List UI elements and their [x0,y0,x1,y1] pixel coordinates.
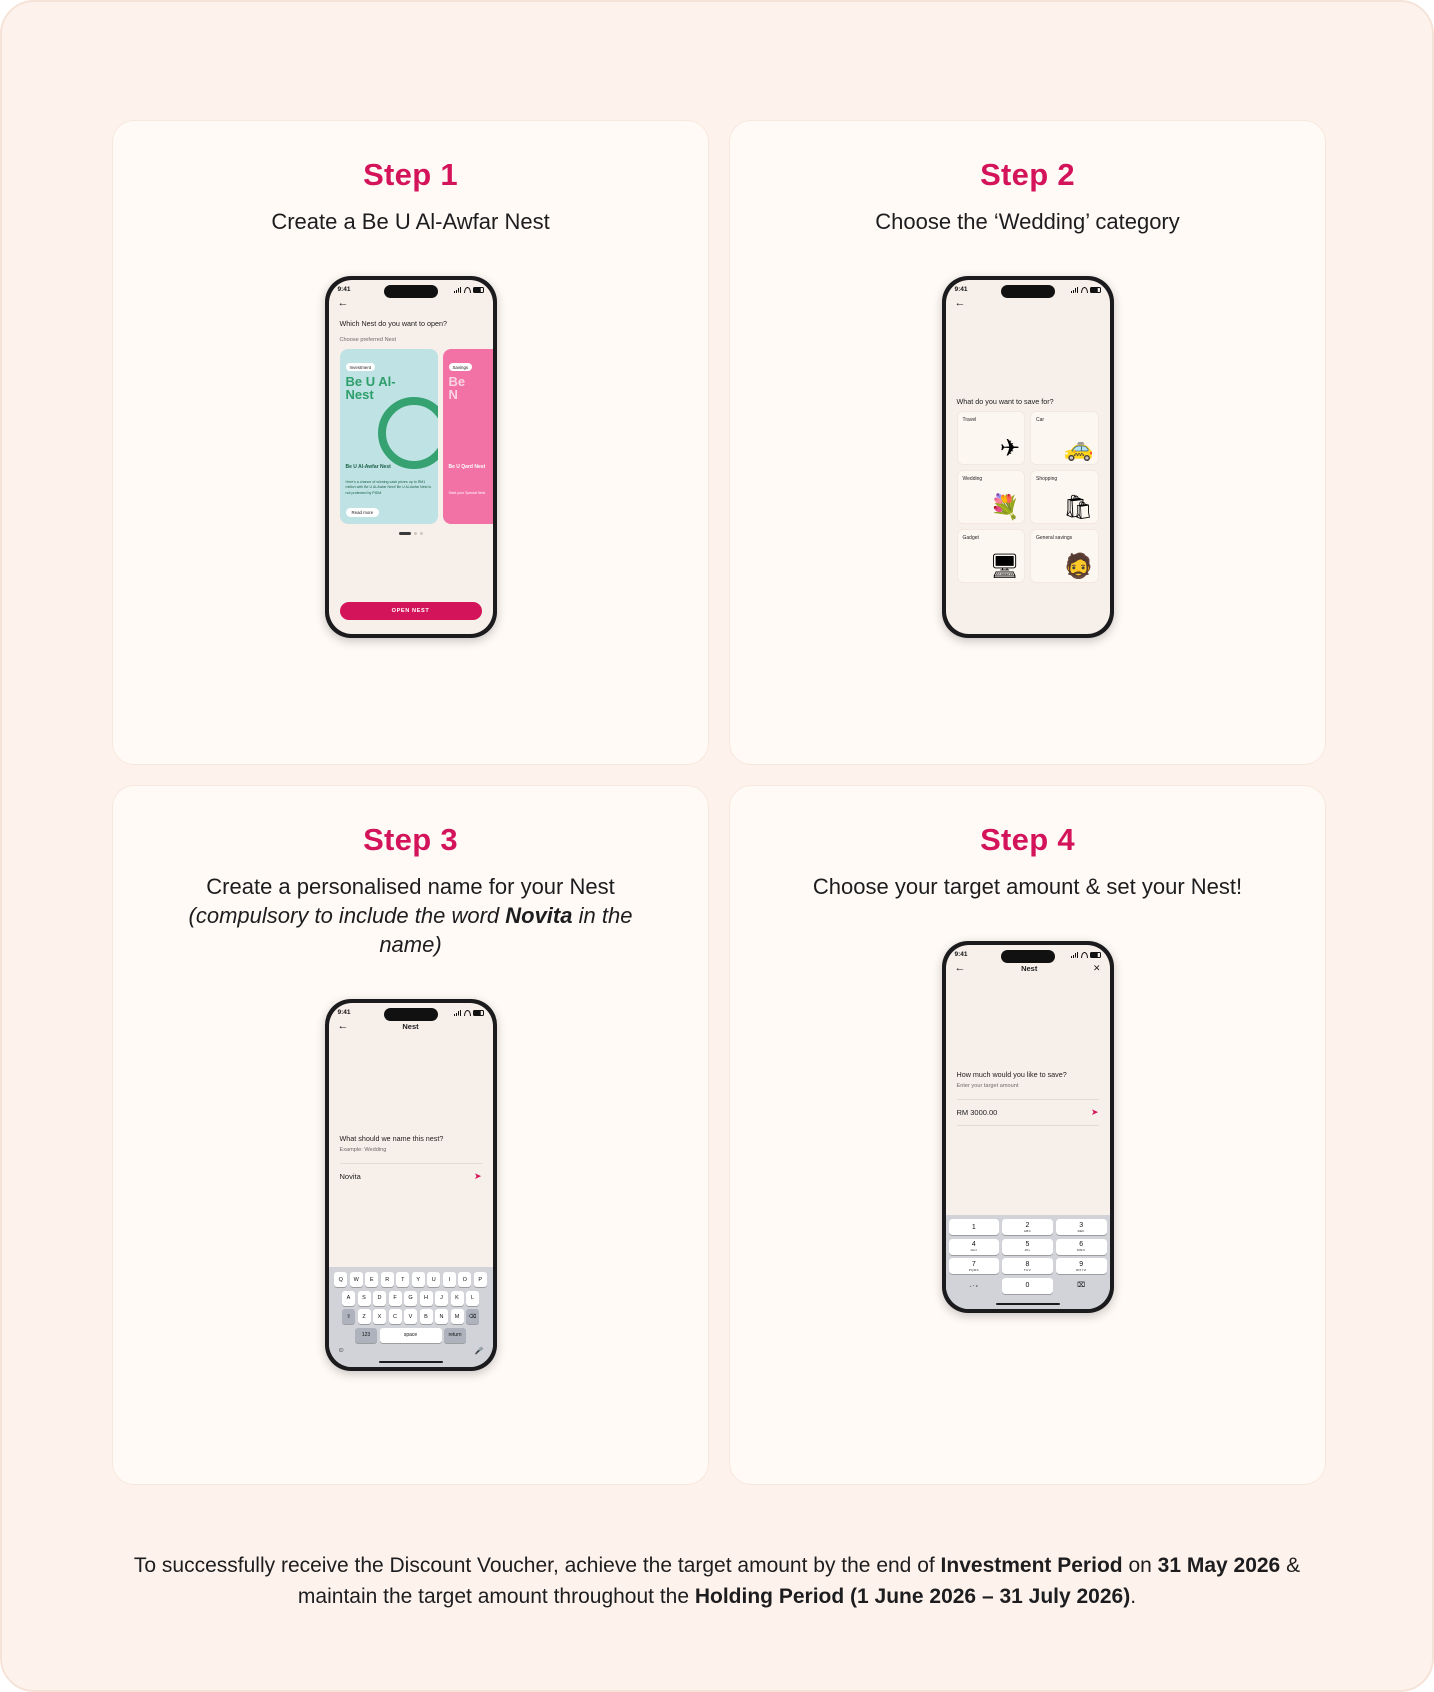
status-time-3: 9:41 [337,1009,351,1017]
numpad-key-3[interactable] [1056,1219,1107,1235]
key-z[interactable]: Z [358,1309,371,1324]
open-nest-button[interactable]: OPEN NEST [340,602,482,620]
key-c[interactable]: C [389,1309,402,1324]
numpad-row-3[interactable] [949,1258,1107,1274]
target-amount-input-row[interactable] [957,1099,1099,1126]
key-r[interactable]: R [381,1272,394,1287]
nest-card-desc-2: Start your Special Nest [448,490,486,495]
keyboard-row-4[interactable] [332,1328,490,1343]
status-icons [454,287,484,293]
airplane-icon: ✈ [999,434,1020,462]
keyboard-row-2[interactable] [332,1291,490,1306]
numpad-digit: 4 [971,1241,976,1249]
key-t[interactable]: T [396,1272,409,1287]
phone-mockup-1 [325,276,497,638]
notch [384,285,438,298]
numpad-digit: 8 [1025,1260,1030,1268]
home-indicator [379,1361,443,1364]
step-1-title: Step 1 [363,157,458,192]
numpad-letters: PQRS [968,1267,979,1272]
carousel-dot[interactable] [420,532,423,535]
nest-card-big-text: Be U Al- Nest [345,374,396,403]
key-e[interactable]: E [365,1272,378,1287]
phone-screen-4 [946,945,1110,1309]
key-k[interactable]: K [451,1291,464,1306]
nest-card-investment[interactable] [340,349,438,524]
step-3-title: Step 3 [363,822,458,857]
key-n[interactable]: N [435,1309,448,1324]
screen-subheading-1: Choose preferred Nest [339,336,397,343]
back-arrow-icon[interactable]: ← [337,297,349,310]
wifi-icon [1081,287,1088,293]
numpad-backspace[interactable] [1056,1278,1107,1294]
signal-icon [1071,952,1079,958]
on-screen-keyboard[interactable] [329,1267,493,1367]
step-card-3 [112,785,709,1485]
status-time: 9:41 [337,286,351,294]
key-a[interactable]: A [342,1291,355,1306]
numpad-key-8[interactable] [1002,1258,1053,1274]
carousel-dots[interactable] [329,524,493,535]
phone-screen-3 [329,1003,493,1367]
step-3-keyword: Novita [505,903,573,929]
carousel-dot[interactable] [414,532,417,535]
category-label: Wedding [962,475,983,482]
status-time-2: 9:41 [954,286,968,294]
category-gadget[interactable] [957,529,1026,583]
nav-title-4: Nest [1021,964,1038,974]
battery-icon [473,1010,484,1016]
numpad-letters: MNO [1077,1248,1086,1253]
car-icon: 🚕 [1063,434,1094,462]
numpad-digit: 1 [971,1223,976,1231]
footer-b2: 31 May 2026 [1157,1554,1281,1578]
step-3-phone-wrap [141,999,680,1371]
key-w[interactable]: W [350,1272,363,1287]
backspace-icon: ⌧ [1077,1282,1086,1290]
step-4-subtitle: Choose your target amount & set your Nest! [812,874,1243,899]
numpad-key-4[interactable] [949,1239,1000,1255]
numpad-digit: 0 [1025,1282,1030,1290]
numpad-row-1[interactable] [949,1219,1107,1235]
category-travel[interactable] [957,411,1026,465]
category-label: General savings [1036,534,1073,541]
status-time-4: 9:41 [954,951,968,959]
step-3-subtitle [141,872,680,959]
key-o[interactable]: O [458,1272,471,1287]
numpad-key-6[interactable] [1056,1239,1107,1255]
battery-icon [473,287,484,293]
step-2-title: Step 2 [980,157,1075,192]
numpad-symbols: + * # [969,1283,978,1288]
signal-icon [454,287,462,293]
savings-icon: 🧔 [1063,552,1094,580]
numpad-letters: WXYZ [1076,1267,1087,1272]
space-key[interactable]: space [380,1328,442,1343]
screen-hint-4: Enter your target amount [956,1082,1019,1089]
status-icons-2 [1071,287,1101,293]
step-1-phone-wrap [141,276,680,638]
step-3-line-1: Create a personalised name for your Nest [206,874,615,899]
step-card-2 [729,120,1326,765]
footer-b3: Holding Period [694,1584,845,1608]
category-wedding[interactable] [957,470,1026,524]
step-card-4 [729,785,1326,1485]
wifi-icon [464,287,471,293]
step-card-1 [112,120,709,765]
key-y[interactable]: Y [412,1272,425,1287]
signal-icon [1071,287,1079,293]
numpad-letters: JKL [1024,1248,1031,1253]
numpad-key-5[interactable] [1002,1239,1053,1255]
numpad-key-0[interactable] [1002,1278,1053,1294]
screen-heading-2: What do you want to save for? [956,397,1054,407]
back-arrow-icon[interactable]: ← [954,297,966,310]
read-more-button[interactable]: Read more [346,508,380,517]
nest-card-carousel[interactable] [329,347,493,524]
close-icon[interactable]: ✕ [1092,963,1101,974]
numpad-digit: 2 [1025,1221,1030,1229]
phone-screen-2 [946,280,1110,634]
numpad-digit: 5 [1025,1241,1030,1249]
screen-hint-3: Example: Wedding [339,1146,387,1153]
phone-mockup-3 [325,999,497,1371]
category-label: Gadget [962,534,979,541]
step-2-phone-wrap [758,276,1297,638]
wifi-icon [464,1010,471,1016]
wifi-icon [1081,952,1088,958]
key-d[interactable]: D [373,1291,386,1306]
numpad-row-2[interactable] [949,1239,1107,1255]
footer-p2: on [1122,1554,1158,1578]
steps-grid [112,120,1326,1485]
keyboard-row-1[interactable] [332,1272,490,1287]
key-l[interactable]: L [466,1291,479,1306]
nest-name-input[interactable]: Novita [339,1171,361,1181]
numpad-letters: ABC [1023,1228,1032,1233]
notch [1001,950,1055,963]
step-1-subtitle: Create a Be U Al-Awfar Nest [271,209,550,234]
numpad-digit: 9 [1079,1260,1084,1268]
battery-icon [1090,952,1101,958]
category-general-savings[interactable] [1030,529,1099,583]
backspace-key[interactable]: ⌫ [466,1309,479,1324]
nest-card-big-text-2: Be N [448,374,466,403]
screen-heading-3: What should we name this nest? [339,1134,444,1144]
numpad-digit: 6 [1079,1241,1084,1249]
key-m[interactable]: M [451,1309,464,1324]
numpad-key-symbols[interactable] [949,1278,1000,1294]
category-label: Shopping [1036,475,1058,482]
nest-name-input-row[interactable] [340,1163,482,1182]
category-label: Car [1036,416,1045,423]
phone-screen-1 [329,280,493,634]
key-q[interactable]: Q [334,1272,347,1287]
coin-graphic [378,397,438,469]
battery-icon [1090,287,1101,293]
numpad-key-1[interactable] [949,1219,1000,1235]
gadget-icon: 🖥 [989,552,1020,580]
key-j[interactable]: J [435,1291,448,1306]
numpad-letters: DEF [1077,1228,1085,1233]
status-icons-3 [454,1010,484,1016]
numpad-digit: 3 [1079,1221,1084,1229]
carousel-dot-active[interactable] [399,532,411,535]
nav-title-3: Nest [402,1022,419,1032]
category-label: Travel [962,416,977,423]
key-b[interactable]: B [420,1309,433,1324]
nest-card-savings[interactable] [443,349,493,524]
key-p[interactable]: P [474,1272,487,1287]
microphone-icon[interactable]: 🎤 [474,1348,484,1356]
step-3-line-4: in the name) [379,903,633,958]
key-i[interactable]: I [443,1272,456,1287]
category-grid [946,407,1110,583]
notch [1001,285,1055,298]
shift-key[interactable]: ⇧ [342,1309,355,1324]
numpad-digit: 7 [971,1260,976,1268]
phone-mockup-2 [942,276,1114,638]
screen-heading-4: How much would you like to save? [956,1070,1067,1080]
footer-b1: Investment Period [940,1554,1123,1578]
numpad-key-7[interactable] [949,1258,1000,1274]
step-4-phone-wrap [758,941,1297,1313]
notch [384,1008,438,1021]
nest-card-desc: Here's a chance of winning cash prizes up to RM1 million with Be U Al-Awfar Nest! Be U Al-Awfar Nest is not protected by PIDM. [345,480,432,495]
phone-mockup-4 [942,941,1114,1313]
category-shopping[interactable] [1030,470,1099,524]
return-key[interactable]: return [444,1328,466,1343]
key-v[interactable]: V [404,1309,417,1324]
target-amount-input[interactable]: RM 3000.00 [956,1107,998,1117]
home-indicator [996,1303,1060,1306]
send-icon[interactable]: ➤ [473,1170,482,1181]
back-arrow-icon[interactable]: ← [954,962,966,975]
key-f[interactable]: F [389,1291,402,1306]
status-icons-4 [1071,952,1101,958]
category-car[interactable] [1030,411,1099,465]
numpad-key-9[interactable] [1056,1258,1107,1274]
send-icon[interactable]: ➤ [1090,1106,1099,1117]
nest-card-name-2: Be U Qard Nest [448,463,486,470]
screen-heading-1: Which Nest do you want to open? [339,319,447,329]
footer-p5: . [1130,1584,1137,1608]
signal-icon [454,1010,462,1016]
keyboard-bottom-row[interactable] [332,1346,490,1355]
shopping-icon: 🛍 [1063,493,1094,521]
footer-b4: (1 June 2026 – 31 July 2026) [850,1584,1131,1608]
footer-p1: To successfully receive the Discount Voucher, achieve the target amount by the end of [133,1554,941,1578]
step-4-title: Step 4 [980,822,1075,857]
footer-p3: & maintain the target amount throughout the [297,1554,1301,1608]
key-g[interactable]: G [404,1291,417,1306]
footer-note [112,1551,1322,1612]
nest-tag-2: Savings [449,363,473,371]
numpad-key-2[interactable] [1002,1219,1053,1235]
numpad-row-4[interactable] [949,1278,1107,1294]
nest-tag: Investment [346,363,375,371]
back-arrow-icon[interactable]: ← [337,1020,349,1033]
numbers-key[interactable]: 123 [355,1328,377,1343]
key-x[interactable]: X [373,1309,386,1324]
key-h[interactable]: H [420,1291,433,1306]
key-u[interactable]: U [427,1272,440,1287]
wedding-icon: 💐 [990,493,1020,521]
numpad-letters: GHI [970,1248,978,1253]
emoji-icon[interactable]: ☺ [337,1347,345,1355]
key-s[interactable]: S [358,1291,371,1306]
numpad-letters: TUV [1023,1267,1032,1272]
step-2-subtitle: Choose the ‘Wedding’ category [875,209,1180,234]
nest-card-name: Be U Al-Awfar Nest [345,463,391,470]
numeric-keypad[interactable] [946,1215,1110,1309]
step-3-line-2: (compulsory to include the word [188,903,506,929]
spacer [329,1032,493,1124]
keyboard-row-3[interactable] [332,1309,490,1324]
